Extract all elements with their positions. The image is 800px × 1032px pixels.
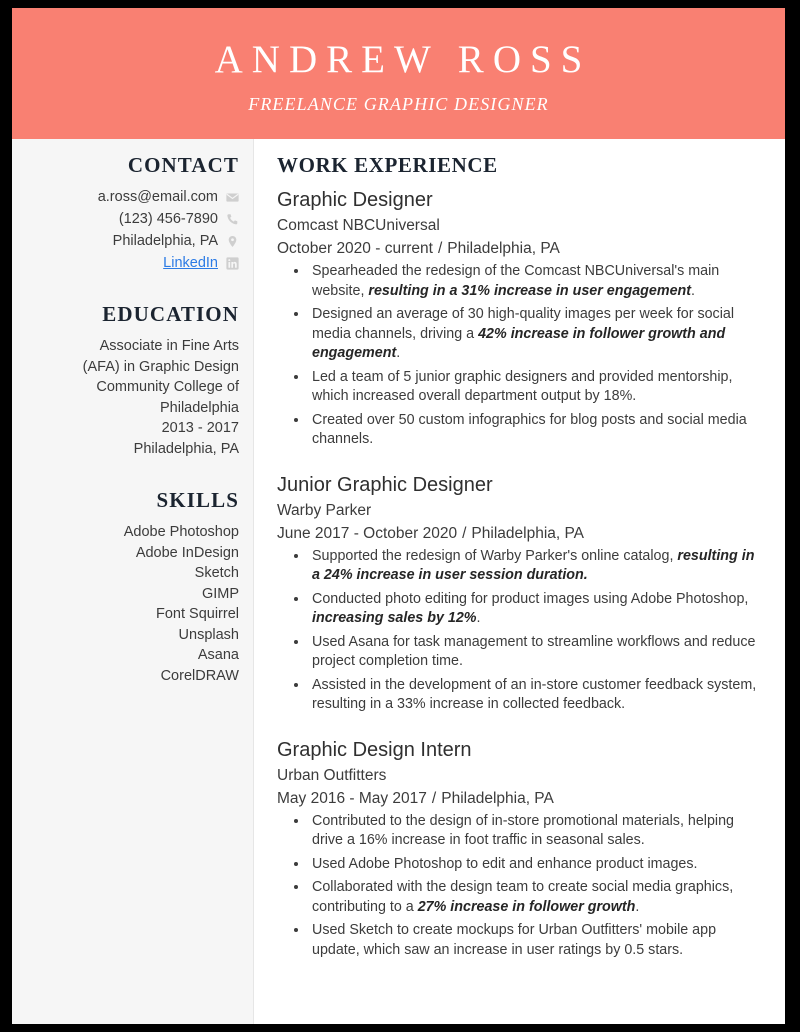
contact-location-text: Philadelphia, PA	[112, 233, 218, 249]
job-company: Urban Outfitters	[277, 766, 387, 784]
job-meta-separator: /	[462, 524, 467, 542]
bullet-text: .	[691, 282, 695, 299]
job-spacer	[277, 719, 763, 736]
sidebar	[12, 139, 254, 1024]
skill-item: Adobe Photoshop	[123, 524, 239, 540]
job-location: Philadelphia, PA	[471, 524, 585, 542]
bullet-text: Created over 50 custom infographics for blog posts and social media channels.	[312, 411, 747, 447]
bullet-text: Used Asana for task management to streamline workflows and reduce project completion time.	[312, 633, 756, 669]
contact-heading: CONTACT	[127, 153, 239, 177]
job-meta-separator: /	[437, 240, 443, 257]
job-meta	[277, 237, 763, 260]
job-company: Comcast NBCUniversal	[277, 217, 440, 234]
job-bullet	[309, 367, 763, 407]
candidate-job-title: FREELANCE GRAPHIC DESIGNER	[248, 94, 549, 115]
skill-item: CorelDRAW	[160, 667, 239, 684]
job-bullet-list	[277, 546, 763, 715]
skill-item: Font Squirrel	[155, 606, 239, 622]
skills-section	[22, 488, 239, 686]
contact-phone-text: (123) 456-7890	[118, 211, 218, 227]
bullet-text: Led a team of 5 junior graphic designers and provided mentorship, which increased overall department output by 18%.	[312, 368, 733, 404]
education-line: Associate in Fine Arts	[99, 338, 239, 354]
education-line: Philadelphia	[159, 399, 239, 416]
job-bullet	[309, 410, 763, 450]
job-bullet-list	[277, 811, 763, 961]
bullet-text: .	[396, 345, 401, 361]
bullet-emphasis: resulting in a 31% increase in user engagement	[368, 282, 692, 299]
job-meta	[277, 787, 763, 810]
education-section	[22, 302, 239, 459]
job-meta	[277, 522, 763, 545]
education-line: Philadelphia, PA	[133, 440, 239, 457]
envelope-icon	[226, 191, 239, 204]
job-dates: May 2016 - May 2017	[277, 789, 427, 807]
bullet-emphasis: 42% increase in follower growth and engagement	[312, 325, 726, 361]
job-bullet	[309, 589, 763, 629]
job-location: Philadelphia, PA	[447, 240, 560, 257]
job-bullet	[309, 304, 763, 364]
resume-body	[12, 139, 785, 1024]
job-company: Warby Parker	[277, 501, 372, 519]
education-line: Community College of	[96, 379, 239, 395]
bullet-text: Collaborated with the design team to create social media graphics, contributing to a	[312, 879, 734, 915]
job-entry	[277, 471, 763, 715]
skill-item: Adobe InDesign	[135, 544, 239, 561]
skill-item: GIMP	[201, 585, 239, 602]
job-title: Junior Graphic Designer	[277, 473, 493, 496]
candidate-name: ANDREW ROSS	[214, 37, 592, 81]
bullet-emphasis: resulting in a 24% increase in user session duration.	[312, 547, 755, 583]
main-column	[254, 139, 785, 1024]
bullet-text: Designed an average of 30 high-quality images per week for social media channels, driving a	[312, 306, 735, 342]
bullet-text: Conducted photo editing for product images using Adobe Photoshop,	[312, 590, 749, 607]
job-bullet	[309, 675, 763, 715]
job-bullet	[309, 811, 763, 851]
phone-icon	[226, 213, 239, 226]
job-meta-separator: /	[431, 789, 437, 807]
contact-section	[22, 153, 239, 273]
bullet-emphasis: 27% increase in follower growth	[417, 898, 636, 915]
location-pin-icon	[226, 235, 239, 248]
education-line: (AFA) in Graphic Design	[82, 358, 239, 375]
job-location: Philadelphia, PA	[441, 789, 554, 807]
bullet-text: Contributed to the design of in-store promotional materials, helping drive a 16% increase in foot traffic in seasonal sales.	[312, 812, 734, 848]
job-dates: June 2017 - October 2020	[277, 524, 458, 542]
bullet-text: Assisted in the development of an in-store customer feedback system, resulting in a 33% increase in collected feedback.	[312, 676, 757, 712]
skill-item: Sketch	[194, 565, 239, 581]
skills-heading: SKILLS	[156, 488, 239, 512]
resume-page	[12, 8, 785, 1024]
contact-item-location	[22, 231, 239, 251]
bullet-text: Spearheaded the redesign of the Comcast NBCUniversal's main website,	[312, 263, 720, 299]
skill-item: Asana	[197, 647, 239, 663]
work-experience-heading: WORK EXPERIENCE	[277, 153, 498, 177]
job-entry	[277, 186, 763, 450]
job-bullet	[309, 854, 763, 875]
contact-item-email	[22, 187, 239, 207]
contact-item-phone	[22, 209, 239, 229]
job-bullet	[309, 261, 763, 301]
job-bullet	[309, 546, 763, 586]
job-dates: October 2020 - current	[277, 240, 433, 257]
bullet-text: .	[635, 898, 640, 915]
education-heading: EDUCATION	[102, 302, 239, 326]
skill-item: Unsplash	[178, 626, 239, 643]
job-bullet	[309, 920, 763, 960]
bullet-text: Used Sketch to create mockups for Urban Outfitters' mobile app update, which saw an increase in user ratings by 0.5 stars.	[312, 922, 717, 958]
job-bullet	[309, 877, 763, 917]
contact-email-text: a.ross@email.com	[97, 189, 218, 205]
job-entry	[277, 736, 763, 961]
bullet-emphasis: increasing sales by 12%	[312, 610, 477, 626]
work-experience-list	[277, 186, 763, 960]
linkedin-icon[interactable]	[226, 257, 239, 270]
bullet-text: .	[476, 610, 481, 626]
job-bullet	[309, 632, 763, 672]
resume-header	[12, 8, 785, 139]
job-title: Graphic Designer	[277, 189, 433, 211]
job-title: Graphic Design Intern	[277, 738, 472, 761]
job-bullet-list	[277, 261, 763, 450]
job-spacer	[277, 454, 763, 471]
bullet-text: Supported the redesign of Warby Parker's online catalog,	[312, 547, 678, 564]
contact-linkedin-link[interactable]: LinkedIn	[163, 255, 218, 271]
contact-item-linkedin[interactable]	[22, 253, 239, 273]
bullet-text: Used Adobe Photoshop to edit and enhance product images.	[312, 855, 698, 872]
education-line: 2013 - 2017	[161, 420, 239, 436]
